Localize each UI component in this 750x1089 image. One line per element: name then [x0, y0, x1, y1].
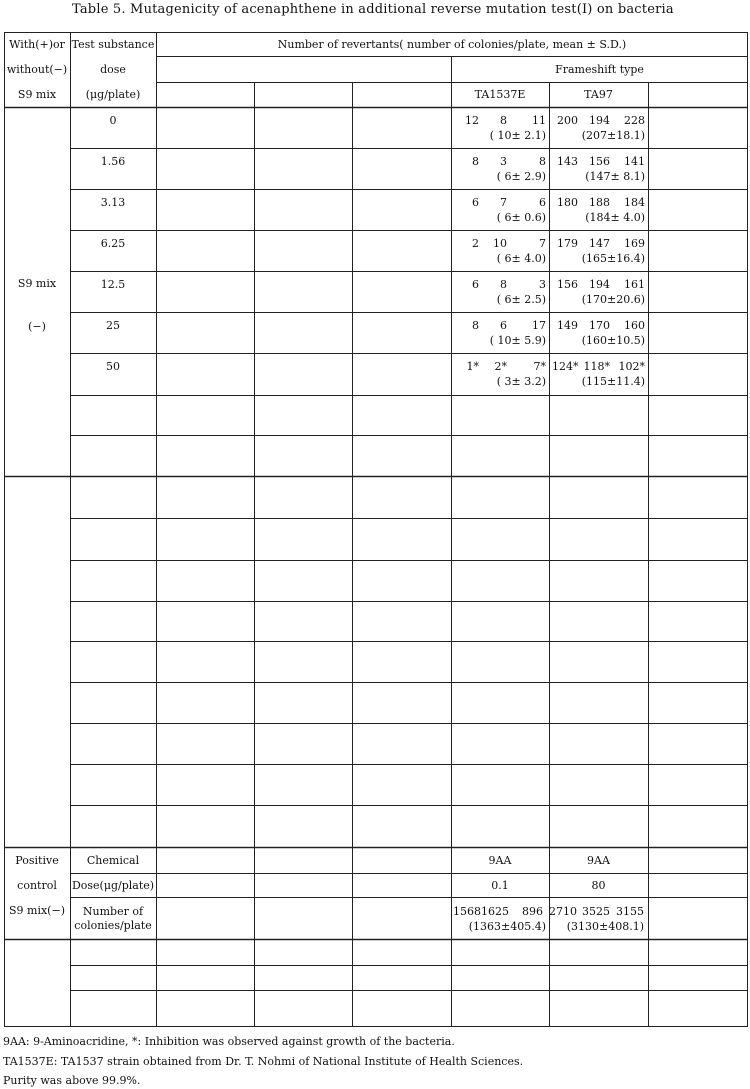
ta97-plate-1: 179 — [557, 237, 578, 250]
header-dose-line2: dose — [100, 63, 126, 76]
header-revertants: Number of revertants( number of colonies/plate, mean ± S.D.) — [277, 38, 627, 51]
dose-cell: 0 — [109, 114, 117, 127]
positive-label-2: control — [17, 879, 57, 892]
s9-mix-sign: (−) — [28, 320, 46, 333]
ta1537e-mean: ( 6± 2.5) — [496, 293, 546, 306]
positive-ta97-mean: (3130±408.1) — [566, 920, 644, 933]
ta1537e-mean: ( 10± 2.1) — [489, 129, 546, 142]
ta1537e-plate-2: 7 — [500, 196, 507, 209]
ta97-mean: (115±11.4) — [581, 375, 645, 388]
dose-cell: 12.5 — [100, 278, 126, 291]
dose-cell: 25 — [106, 319, 120, 332]
ta97-plate-2: 118* — [583, 360, 610, 373]
positive-chem-ta1537e: 9AA — [488, 854, 512, 867]
dose-cell: 6.25 — [100, 237, 126, 250]
ta1537e-plate-3: 7* — [533, 360, 546, 373]
ta97-mean: (160±10.5) — [581, 334, 645, 347]
header-frameshift: Frameshift type — [555, 63, 644, 76]
ta97-plate-1: 156 — [557, 278, 578, 291]
ta1537e-plate-1: 8 — [472, 319, 479, 332]
ta97-mean: (184± 4.0) — [585, 211, 645, 224]
ta97-plate-1: 124* — [552, 360, 579, 373]
header-dose-line1: Test substance — [71, 38, 155, 51]
dose-cell: 1.56 — [100, 155, 126, 168]
ta1537e-plate-2: 6 — [500, 319, 507, 332]
ta97-plate-3: 184 — [624, 196, 645, 209]
positive-ta1537e-plate-2: 1625 — [481, 905, 509, 918]
positive-ta97-plate-3: 3155 — [616, 905, 644, 918]
ta97-plate-3: 228 — [624, 114, 645, 127]
ta97-plate-2: 194 — [589, 114, 610, 127]
ta1537e-plate-3: 8 — [539, 155, 546, 168]
ta97-plate-3: 169 — [624, 237, 645, 250]
ta97-plate-3: 161 — [624, 278, 645, 291]
ta1537e-mean: ( 6± 0.6) — [496, 211, 546, 224]
footnote-1: 9AA: 9-Aminoacridine, *: Inhibition was observed against growth of the bacteria. — [3, 1035, 455, 1048]
positive-number-label-1: Number of — [82, 905, 144, 918]
header-strain-ta1537e: TA1537E — [474, 88, 526, 101]
positive-label-1: Positive — [15, 854, 59, 867]
ta97-plate-2: 156 — [589, 155, 610, 168]
ta1537e-plate-3: 11 — [532, 114, 546, 127]
header-s9-line1: With(+)or — [9, 38, 65, 51]
ta97-plate-2: 147 — [589, 237, 610, 250]
footnote-2: TA1537E: TA1537 strain obtained from Dr. T. Nohmi of National Institute of Health Sciences. — [3, 1055, 524, 1068]
ta1537e-plate-2: 8 — [500, 114, 507, 127]
ta1537e-plate-3: 3 — [539, 278, 546, 291]
ta1537e-mean: ( 3± 3.2) — [496, 375, 546, 388]
ta1537e-plate-2: 10 — [493, 237, 507, 250]
ta1537e-plate-1: 6 — [472, 278, 479, 291]
positive-ta97-plate-1: 2710 — [549, 905, 577, 918]
ta1537e-plate-3: 6 — [539, 196, 546, 209]
ta1537e-plate-1: 6 — [472, 196, 479, 209]
positive-chemical-label: Chemical — [86, 854, 140, 867]
ta97-mean: (170±20.6) — [581, 293, 645, 306]
ta1537e-plate-2: 2* — [494, 360, 507, 373]
positive-dose-ta1537e: 0.1 — [491, 879, 509, 892]
ta97-plate-3: 141 — [624, 155, 645, 168]
positive-ta1537e-plate-3: 896 — [522, 905, 543, 918]
ta97-plate-2: 194 — [589, 278, 610, 291]
ta97-plate-2: 170 — [589, 319, 610, 332]
dose-cell: 3.13 — [100, 196, 126, 209]
positive-ta1537e-mean: (1363±405.4) — [468, 920, 546, 933]
ta1537e-mean: ( 10± 5.9) — [489, 334, 546, 347]
positive-dose-label: Dose(μg/plate) — [71, 879, 155, 892]
ta1537e-plate-2: 8 — [500, 278, 507, 291]
positive-label-3: S9 mix(−) — [9, 904, 65, 917]
header-strain-ta97: TA97 — [584, 88, 613, 101]
ta1537e-plate-2: 3 — [500, 155, 507, 168]
footnote-3: Purity was above 99.9%. — [3, 1074, 141, 1087]
header-s9-line3: S9 mix — [17, 88, 57, 101]
positive-ta1537e-plate-1: 1568 — [453, 905, 481, 918]
ta1537e-plate-3: 7 — [539, 237, 546, 250]
ta97-plate-1: 200 — [557, 114, 578, 127]
ta97-plate-1: 180 — [557, 196, 578, 209]
header-dose-line3: (μg/plate) — [85, 88, 141, 101]
positive-dose-ta97: 80 — [591, 879, 606, 892]
positive-chem-ta97: 9AA — [587, 854, 610, 867]
table-title: Table 5. Mutagenicity of acenaphthene in additional reverse mutation test(Ⅰ) on bacteria — [72, 2, 674, 17]
ta1537e-mean: ( 6± 4.0) — [496, 252, 546, 265]
header-s9-line2: without(−) — [6, 63, 68, 76]
ta1537e-plate-3: 17 — [532, 319, 546, 332]
ta1537e-plate-1: 8 — [472, 155, 479, 168]
ta1537e-mean: ( 6± 2.9) — [496, 170, 546, 183]
ta97-mean: (207±18.1) — [581, 129, 645, 142]
ta97-plate-3: 160 — [624, 319, 645, 332]
ta97-plate-1: 143 — [557, 155, 578, 168]
ta97-mean: (147± 8.1) — [585, 170, 645, 183]
ta97-mean: (165±16.4) — [581, 252, 645, 265]
s9-mix-label: S9 mix — [17, 277, 57, 290]
ta1537e-plate-1: 12 — [465, 114, 479, 127]
ta97-plate-3: 102* — [618, 360, 645, 373]
positive-ta97-plate-2: 3525 — [582, 905, 610, 918]
positive-number-label-2: colonies/plate — [74, 919, 152, 932]
ta97-plate-2: 188 — [589, 196, 610, 209]
ta97-plate-1: 149 — [557, 319, 578, 332]
ta1537e-plate-1: 1* — [466, 360, 479, 373]
ta1537e-plate-1: 2 — [472, 237, 479, 250]
dose-cell: 50 — [106, 360, 120, 373]
